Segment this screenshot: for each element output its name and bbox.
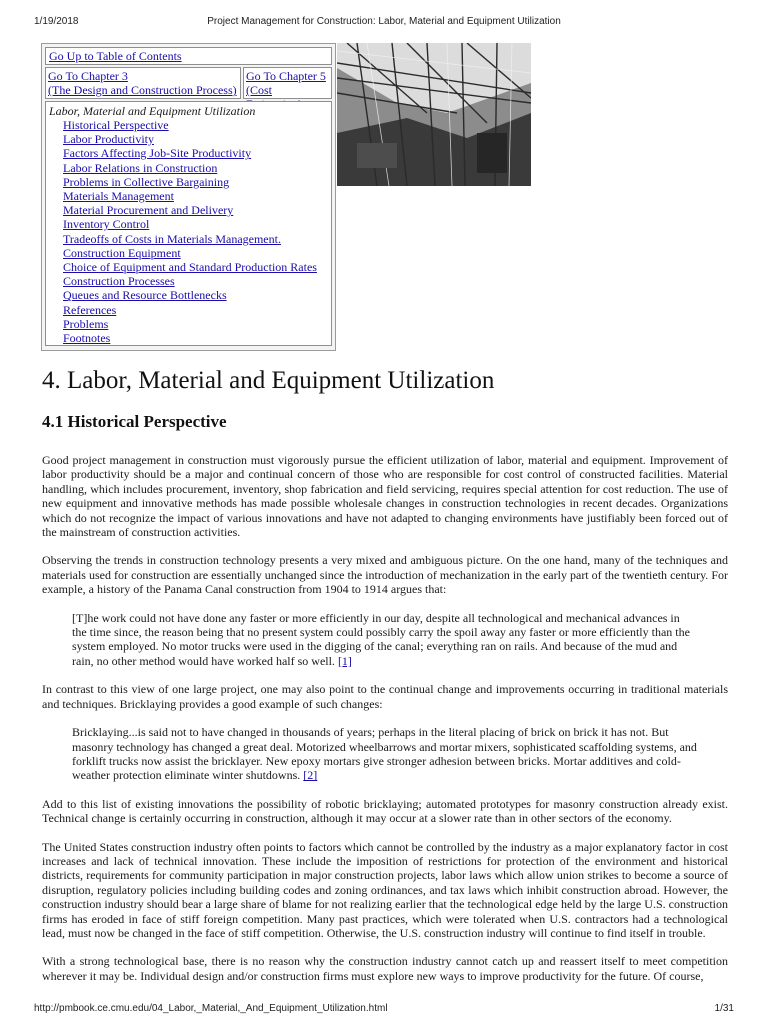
contents-link-problems[interactable]: Problems — [63, 316, 109, 331]
contents-item — [63, 203, 328, 217]
previous-chapter-title: (The Design and Construction Process) — [48, 83, 237, 97]
table-of-contents-link[interactable]: Go Up to Table of Contents — [49, 49, 182, 63]
contents-item — [63, 232, 328, 246]
quote-panama-canal — [72, 611, 697, 669]
next-chapter-label: Go To Chapter 5 — [246, 69, 326, 83]
paragraph-1: Good project management in construction must vigorously pursue the efficient utilization of labor, material and equipment. Improvement of labor productivity should be a major and continual concern of those who are responsible for cost control of constructed facilities. Material handling, which includes procurement, inventory, shop fabrication and field servicing, requires special attention for cost reduction. The use of new equipment and innovative methods has made possible wholesale changes in construction technologies in recent decades. Organizations which do not recognize the impact of various innovations and have not adapted to changing environments have justifiably been forced out of the mainstream of construction activities. — [42, 453, 728, 540]
chapter-title: 4. Labor, Material and Equipment Utilization — [42, 367, 495, 394]
previous-chapter-label: Go To Chapter 3 — [48, 69, 128, 83]
paragraph-2: Observing the trends in construction technology presents a very mixed and ambiguous picture. On the one hand, many of the techniques and materials used for construction are essentially unchanged since the introduction of mechanization in the early part of the twentieth century. For example, a history of the Panama Canal construction from 1904 to 1914 argues that: — [42, 553, 728, 597]
contents-item — [63, 274, 328, 288]
footnote-1-link[interactable]: [1] — [337, 653, 352, 668]
contents-link-footnotes[interactable]: Footnotes — [63, 331, 111, 346]
toc-cell — [45, 47, 332, 65]
quote-2-text: Bricklaying...is said not to have changed in thousands of years; perhaps in the literal placing of brick on brick it has not. But masonry technology has changed a great deal. Motorized wheelbarrows and mortar mixers, sophisticated scaffolding systems, and forklift trucks now assist the bricklayer. New epoxy mortars give stronger adhesion between bricks. Mortar additives and cold-weather protection eliminate winter shutdowns. — [72, 725, 697, 783]
contents-item — [63, 246, 328, 260]
paragraph-5: The United States construction industry often points to factors which cannot be controlled by the industry as a major explanatory factor in cost increases and lack of technical innovation. These include the imposition of restrictions for protection of the environment and historical districts, requirements for community participation in major construction projects, labor laws which allow union strikes to become a source of disruption, regulatory policies including building codes and zoning ordinances, and tax laws which inhibit construction abroad. However, the construction industry should bear a large share of blame for not realizing earlier that the technological edge held by the large U.S. construction firms has eroded in face of stiff foreign competition. Many past practices, which were tolerated when U.S. contractors had a technological lead, must now be changed in the face of stiff competition. Otherwise, the U.S. construction industry will continue to find itself in trouble. — [42, 839, 728, 940]
section-title: 4.1 Historical Perspective — [42, 412, 227, 431]
page-number: 1/31 — [714, 1003, 734, 1014]
print-header — [34, 16, 734, 30]
quote-1-text: [T]he work could not have done any faster or more efficiently in our day, despite all technological and mechanical advances in the time since, the reason being that no present system could possibly carry the spoil away any faster or more efficiently than the system employed. No motor trucks were used in the digging of the canal; everything ran on rails. And because of the mud and rain, no other method would have worked half so well. — [72, 610, 690, 668]
contents-item — [63, 288, 328, 302]
navigation-table — [41, 43, 336, 351]
contents-item — [63, 132, 328, 146]
previous-chapter-link[interactable] — [48, 69, 237, 97]
quote-bricklaying — [72, 725, 697, 783]
paragraph-6: With a strong technological base, there is no reason why the construction industry cannot catch up and reassert itself to meet competition wherever it may be. Individual design and/or construction firms must explore new ways to improve productivity for the future. Of course, — [42, 954, 728, 983]
contents-link-materials-management[interactable]: Materials Management — [63, 189, 174, 204]
page-url: http://pmbook.ce.cmu.edu/04_Labor,_Material,_And_Equipment_Utilization.html — [34, 1003, 388, 1014]
construction-site-photo — [337, 43, 531, 186]
contents-link-material-procurement[interactable]: Material Procurement and Delivery — [63, 203, 234, 218]
contents-link-collective-bargaining[interactable]: Problems in Collective Bargaining — [63, 174, 230, 189]
contents-list — [49, 118, 328, 345]
contents-item — [63, 217, 328, 231]
print-footer — [34, 1003, 734, 1017]
contents-item — [63, 260, 328, 274]
contents-item — [63, 146, 328, 160]
construction-site-illustration — [337, 43, 531, 186]
contents-link-references[interactable]: References — [63, 302, 117, 317]
contents-title: Labor, Material and Equipment Utilization — [49, 104, 256, 118]
contents-link-labor-relations[interactable]: Labor Relations in Construction — [63, 160, 218, 175]
footnote-2-link[interactable]: [2] — [303, 768, 318, 783]
article — [42, 365, 728, 983]
contents-link-equipment-choice[interactable]: Choice of Equipment and Standard Production Rates — [63, 260, 317, 275]
print-title: Project Management for Construction: Labor, Material and Equipment Utilization — [207, 16, 561, 27]
contents-link-queues[interactable]: Queues and Resource Bottlenecks — [63, 288, 227, 303]
chapter-contents — [45, 101, 332, 346]
contents-item — [63, 317, 328, 331]
contents-link-construction-equipment[interactable]: Construction Equipment — [63, 245, 181, 260]
previous-chapter-cell — [45, 67, 241, 99]
next-chapter-title: (Cost — [246, 83, 273, 97]
contents-item — [63, 303, 328, 317]
contents-link-labor-productivity[interactable]: Labor Productivity — [63, 132, 154, 147]
contents-item — [63, 331, 328, 345]
contents-link-construction-processes[interactable]: Construction Processes — [63, 274, 175, 289]
contents-item — [63, 175, 328, 189]
contents-link-job-site-productivity[interactable]: Factors Affecting Job-Site Productivity — [63, 146, 252, 161]
contents-link-inventory-control[interactable]: Inventory Control — [63, 217, 150, 232]
paragraph-4: Add to this list of existing innovations the possibility of robotic bricklaying; automated prototypes for masonry construction already exist. Technical change is certainly occurring in construction, although it may occur at a slower rate than in other sectors of the economy. — [42, 796, 728, 826]
print-date: 1/19/2018 — [34, 16, 79, 27]
contents-item — [63, 189, 328, 203]
contents-link-cost-tradeoffs[interactable]: Tradeoffs of Costs in Materials Management. — [63, 231, 281, 246]
contents-item — [63, 161, 328, 175]
contents-link-historical-perspective[interactable]: Historical Perspective — [63, 118, 169, 132]
paragraph-3: In contrast to this view of one large project, one may also point to the continual change and improvements occurring in traditional materials and techniques. Bricklaying provides a good example of such changes: — [42, 682, 728, 711]
contents-item — [63, 118, 328, 132]
next-chapter-cell — [243, 67, 332, 99]
